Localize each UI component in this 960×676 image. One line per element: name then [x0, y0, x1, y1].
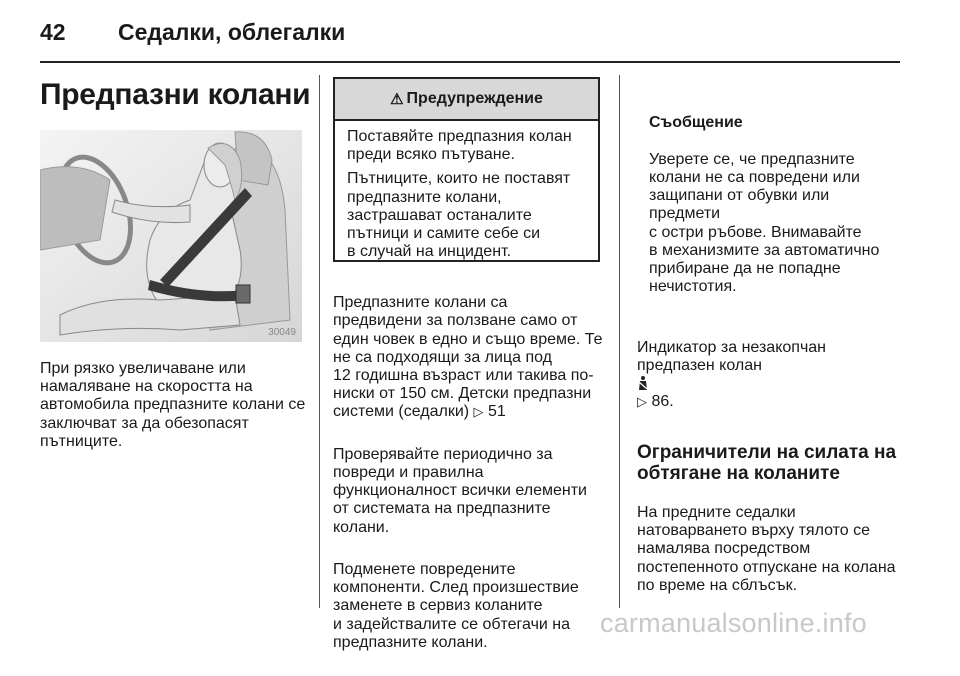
warning-box: [333, 77, 600, 262]
left-column-text: При рязко увеличаване или намаляване на скоростта на автомобила предпазните колани се заключват за да обезопасят пътниците.: [40, 360, 306, 450]
ref-arrow-icon: ▷: [637, 394, 647, 410]
warning-paragraph-1: Поставяйте предпазния колан преди всяко пътуване.: [347, 128, 572, 164]
note-block: [637, 96, 902, 314]
warning-triangle-icon: ⚠: [390, 91, 404, 108]
column-divider-1: [319, 75, 320, 608]
middle-paragraph-2: Проверявайте периодично за повреди и правилна функционалност всички елементи от системата на предпазните колани.: [333, 445, 587, 536]
driver-seatbelt-drawing: [40, 130, 302, 342]
warning-body: [335, 121, 598, 261]
seatbelt-icon: [637, 375, 649, 392]
limiter-text: На предните седалки натоварването върху тялото се намалява посредством постепенното отпускане на колана по време на сблъсък.: [637, 504, 896, 594]
indicator-paragraph: [637, 339, 902, 412]
figure-code: 30049: [268, 327, 296, 338]
page-title: Седалки, облегалки: [118, 19, 346, 45]
limiter-heading: Ограничители на силата на обтягане на коланите: [637, 441, 897, 484]
page-number: 42: [40, 19, 66, 45]
middle-column: [333, 276, 603, 676]
seatbelt-illustration: [40, 130, 302, 342]
indicator-ref[interactable]: 86.: [651, 393, 674, 411]
note-text: Уверете се, че предпазните колани не са повредени или защипани от обувки или предмети с остри ръбове. Внимавайте в механизмите за автоматично прибиране да не попадне нечистотия.: [649, 150, 880, 296]
middle-paragraph-3: Подменете повредените компоненти. След произшествие заменете в сервиз коланите и задействалите се обтегачи на предпазните колани.: [333, 561, 579, 651]
header-rule: [40, 61, 900, 63]
warning-paragraph-2: Пътниците, които не поставят предпазните колани, застрашават останалите пътници и самите себе си в случай на инцидент.: [347, 170, 571, 261]
column-divider-2: [619, 75, 620, 608]
ref-arrow-icon: ▷: [473, 404, 484, 420]
middle-paragraph-1-text: Предпазните колани са предвидени за ползване само от един човек в едно и също време. Те не са подходящи за лица под 12 годишна възраст или такива по- ниски от 150 см. Детски предпазни системи (седалки): [333, 294, 603, 421]
middle-paragraph-1-ref[interactable]: 51: [487, 403, 506, 421]
section-title: Предпазни колани: [40, 78, 311, 111]
warning-header: [335, 79, 598, 121]
watermark: carmanualsonline.info: [600, 608, 867, 638]
right-column: [637, 78, 902, 613]
warning-title: Предупреждение: [406, 90, 543, 107]
note-title: Съобщение: [649, 114, 743, 132]
middle-paragraph-1: [333, 294, 603, 421]
indicator-text: Индикатор за незакопчан предпазен колан: [637, 338, 827, 375]
